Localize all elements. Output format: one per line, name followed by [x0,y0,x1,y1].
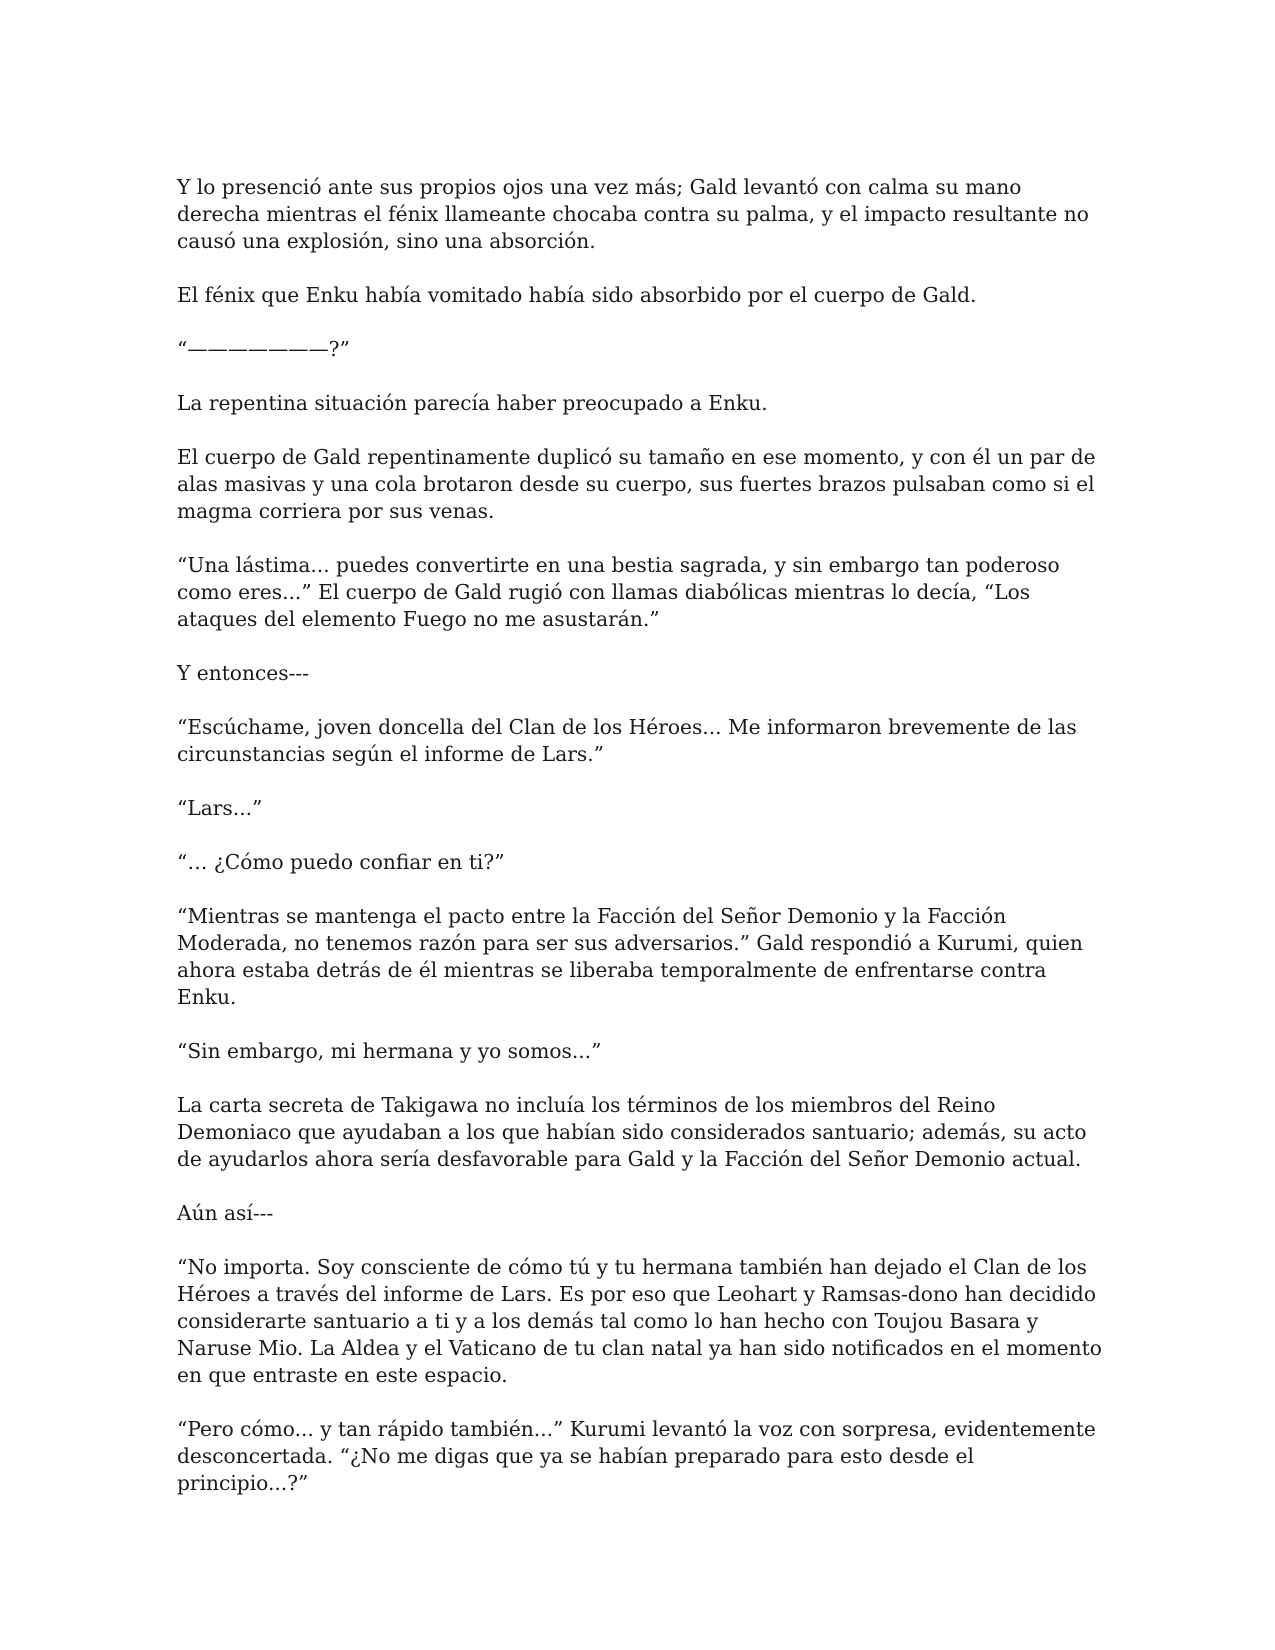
paragraph: “Pero cómo... y tan rápido también...” Kurumi levantó la voz con sorpresa, evidentemente desconcertada. “¿No me digas que ya se habían preparado para esto desde el principio...?” [177,1417,1096,1495]
paragraph: “Sin embargo, mi hermana y yo somos...” [177,1039,602,1063]
paragraph: “Una lástima... puedes convertirte en una bestia sagrada, y sin embargo tan poderoso como eres...” El cuerpo de Gald rugió con llamas diabólicas mientras lo decía, “Los ataques del elemento Fuego no me asustarán.” [177,553,1060,631]
paragraph: “No importa. Soy consciente de cómo tú y tu hermana también han dejado el Clan de los Héroes a través del informe de Lars. Es por eso que Leohart y Ramsas-dono han decidido considerarte santuario a ti y a los demás tal como lo han hecho con Toujou Basara y Naruse Mio. La Aldea y el Vaticano de tu clan natal ya han sido notificados en el momento en que entraste en este espacio. [177,1255,1102,1387]
paragraph: Aún así--- [177,1201,274,1225]
paragraph: “… ¿Cómo puedo confiar en ti?” [177,850,505,874]
paragraph: El fénix que Enku había vomitado había sido absorbido por el cuerpo de Gald. [177,283,977,307]
paragraph: La carta secreta de Takigawa no incluía los términos de los miembros del Reino Demoniaco que ayudaban a los que habían sido considerados santuario; además, su acto de ayudarlos ahora sería desfavorable para Gald y la Facción del Señor Demonio actual. [177,1093,1087,1171]
paragraph: Y lo presenció ante sus propios ojos una vez más; Gald levantó con calma su mano derecha mientras el fénix llameante chocaba contra su palma, y el impacto resultante no causó una explosión, sino una absorción. [177,175,1089,253]
paragraph: El cuerpo de Gald repentinamente duplicó su tamaño en ese momento, y con él un par de alas masivas y una cola brotaron desde su cuerpo, sus fuertes brazos pulsaban como si el magma corriera por sus venas. [177,445,1096,523]
paragraph: “Mientras se mantenga el pacto entre la Facción del Señor Demonio y la Facción Moderada, no tenemos razón para ser sus adversarios.” Gald respondió a Kurumi, quien ahora estaba detrás de él mientras se liberaba temporalmente de enfrentarse contra Enku. [177,904,1083,1009]
paragraph: Y entonces--- [177,661,310,685]
document-body [177,174,1102,1524]
paragraph: La repentina situación parecía haber preocupado a Enku. [177,391,768,415]
paragraph: “Lars...” [177,796,263,820]
paragraph: “———————?” [177,337,350,361]
paragraph: “Escúchame, joven doncella del Clan de los Héroes... Me informaron brevemente de las circunstancias según el informe de Lars.” [177,715,1077,766]
